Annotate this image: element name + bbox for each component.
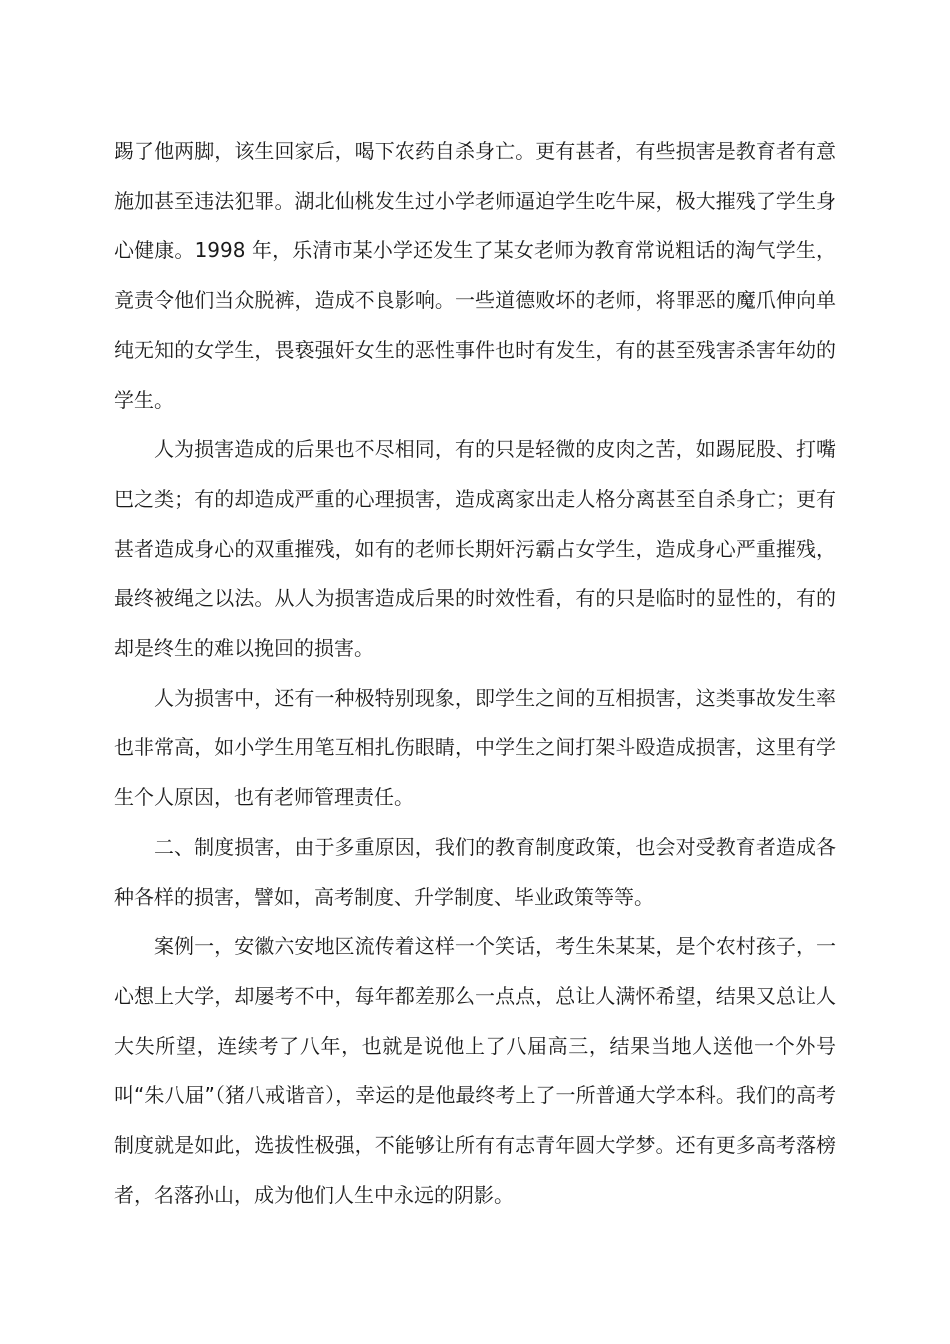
paragraph-institutional-harm: 二、制度损害，由于多重原因，我们的教育制度政策，也会对受教育者造成各种各样的损害，譬如，高考制度、升学制度、毕业政策等等。 bbox=[114, 834, 836, 909]
paragraph-case-one: 案例一，安徽六安地区流传着这样一个笑话，考生朱某某，是个农村孩子，一心想上大学，却屡考不中，每年都差那么一点点，总让人满怀希望，结果又总让人大失所望，连续考了八年，也就是说他上了八届高三，结果当地人送他一个外号叫“朱八届”（猪八戒谐音），幸运的是他最终考上了一所普通大学本科。我们的高考制度就是如此，选拔性极强，不能够让所有有志青年圆大学梦。还有更多高考落榜者，名落孙山，成为他们人生中永远的阴影。 bbox=[114, 934, 836, 1207]
document-body bbox=[114, 127, 836, 1220]
paragraph-student-harm: 人为损害中，还有一种极特别现象，即学生之间的互相损害，这类事故发生率也非常高，如小学生用笔互相扎伤眼睛，中学生之间打架斗殴造成损害，这里有学生个人原因，也有老师管理责任。 bbox=[114, 685, 836, 810]
paragraph-consequences: 人为损害造成的后果也不尽相同，有的只是轻微的皮肉之苦，如踢屁股、打嘴巴之类；有的却造成严重的心理损害，造成离家出走人格分离甚至自杀身亡；更有甚者造成身心的双重摧残，如有的老师长期奸污霸占女学生，造成身心严重摧残，最终被绳之以法。从人为损害造成后果的时效性看，有的只是临时的显性的，有的却是终生的难以挽回的损害。 bbox=[114, 437, 836, 661]
paragraph-continuation: 踢了他两脚，该生回家后，喝下农药自杀身亡。更有甚者，有些损害是教育者有意施加甚至违法犯罪。湖北仙桃发生过小学老师逼迫学生吃牛屎，极大摧残了学生身心健康。1998 年，乐清市某小学还发生了某女老师为教育常说粗话的淘气学生，竟责令他们当众脱裤，造成不良影响。一些道德败坏的老师，将罪恶的魔爪伸向单纯无知的女学生，畏亵强奸女生的恶性事件也时有发生，有的甚至残害杀害年幼的学生。 bbox=[114, 139, 836, 412]
